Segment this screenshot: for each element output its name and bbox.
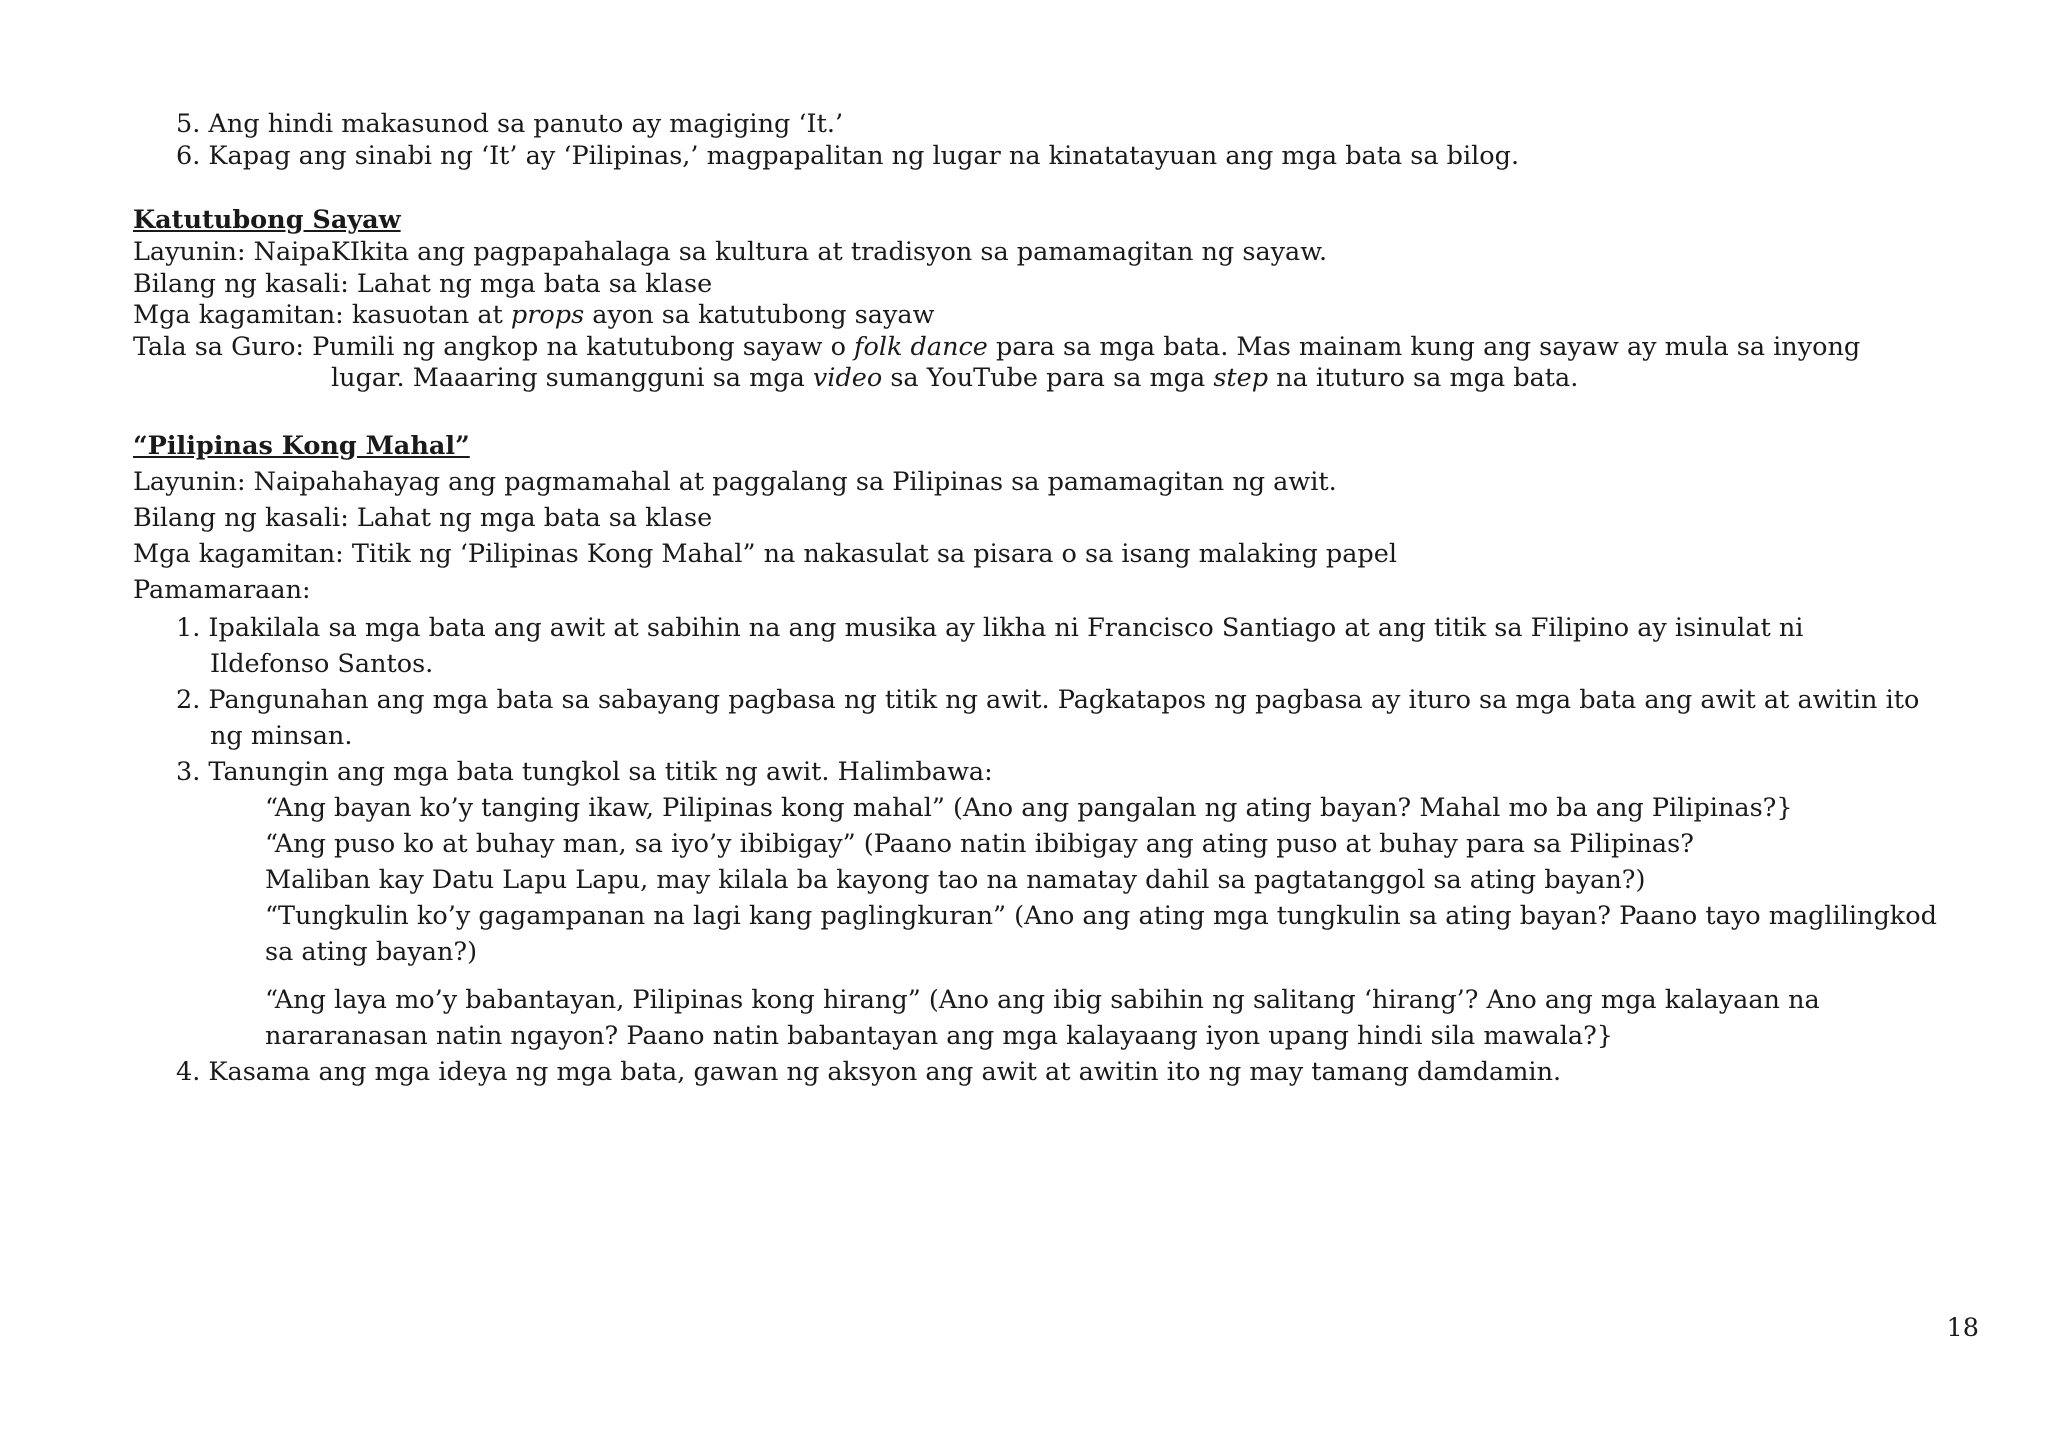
kagamitan-line: Mga kagamitan: Titik ng ‘Pilipinas Kong Mahal” na nakasulat sa pisara o sa isang malaking papel bbox=[133, 539, 1397, 569]
step-2: 2. Pangunahan ang mga bata sa sabayang pagbasa ng titik ng awit. Pagkatapos ng pagbasa ay ituro sa mga bata ang awit at awitin ito bbox=[176, 685, 1920, 715]
lyric-question-4: “Ang laya mo’y babantayan, Pilipinas kong hirang” (Ano ang ibig sabihin ng salitang ‘hirang’? Ano ang mga kalayaan na bbox=[265, 985, 1820, 1015]
bilang-line: Bilang ng kasali: Lahat ng mga bata sa klase bbox=[133, 269, 713, 299]
lyric-question-3: “Tungkulin ko’y gagampanan na lagi kang paglingkuran” (Ano ang ating mga tungkulin sa ating bayan? Paano tayo maglilingkod bbox=[265, 901, 1937, 931]
lyric-question-1: “Ang bayan ko’y tanging ikaw, Pilipinas kong mahal” (Ano ang pangalan ng ating bayan? Mahal mo ba ang Pilipinas?} bbox=[265, 793, 1793, 823]
lyric-question-2: “Ang puso ko at buhay man, sa iyo’y ibibigay” (Paano natin ibibigay ang ating puso at buhay para sa Pilipinas? bbox=[265, 829, 1694, 859]
step-1-continued: Ildefonso Santos. bbox=[210, 649, 434, 679]
step-4: 4. Kasama ang mga ideya ng mga bata, gawan ng aksyon ang awit at awitin ito ng may tamang damdamin. bbox=[176, 1057, 1562, 1087]
pamamaraan-label: Pamamaraan: bbox=[133, 575, 311, 605]
section-title-katutubong-sayaw: Katutubong Sayaw bbox=[133, 205, 401, 235]
step-3: 3. Tanungin ang mga bata tungkol sa titik ng awit. Halimbawa: bbox=[176, 757, 993, 787]
list-item-5: 5. Ang hindi makasunod sa panuto ay magiging ‘It.’ bbox=[176, 109, 844, 139]
section-title-pilipinas-kong-mahal: “Pilipinas Kong Mahal” bbox=[133, 431, 470, 461]
list-item-6: 6. Kapag ang sinabi ng ‘It’ ay ‘Pilipinas,’ magpapalitan ng lugar na kinatatayuan ang mga bata sa bilog. bbox=[176, 141, 1520, 171]
tala-line: Tala sa Guro: Pumili ng angkop na katutubong sayaw o folk dance para sa mga bata. Mas mainam kung ang sayaw ay mula sa inyong bbox=[133, 332, 1861, 362]
kagamitan-line: Mga kagamitan: kasuotan at props ayon sa katutubong sayaw bbox=[133, 300, 935, 330]
step-1: 1. Ipakilala sa mga bata ang awit at sabihin na ang musika ay likha ni Francisco Santiago at ang titik sa Filipino ay isinulat ni bbox=[176, 613, 1804, 643]
layunin-line: Layunin: Naipahahayag ang pagmamahal at paggalang sa Pilipinas sa pamamagitan ng awit. bbox=[133, 467, 1337, 497]
tala-line-continued: lugar. Maaaring sumangguni sa mga video sa YouTube para sa mga step na ituturo sa mga bata. bbox=[331, 363, 1579, 393]
bilang-line: Bilang ng kasali: Lahat ng mga bata sa klase bbox=[133, 503, 713, 533]
layunin-line: Layunin: NaipaKIkita ang pagpapahalaga sa kultura at tradisyon sa pamamagitan ng sayaw. bbox=[133, 237, 1328, 267]
step-2-continued: ng minsan. bbox=[210, 721, 353, 751]
page-number: 18 bbox=[1946, 1313, 1979, 1343]
lyric-question-3-continued: sa ating bayan?) bbox=[265, 937, 478, 967]
lyric-question-2-continued: Maliban kay Datu Lapu Lapu, may kilala ba kayong tao na namatay dahil sa pagtatanggol sa ating bayan?) bbox=[265, 865, 1646, 895]
lyric-question-4-continued: nararanasan natin ngayon? Paano natin babantayan ang mga kalayaang iyon upang hindi sila mawala?} bbox=[265, 1021, 1613, 1051]
